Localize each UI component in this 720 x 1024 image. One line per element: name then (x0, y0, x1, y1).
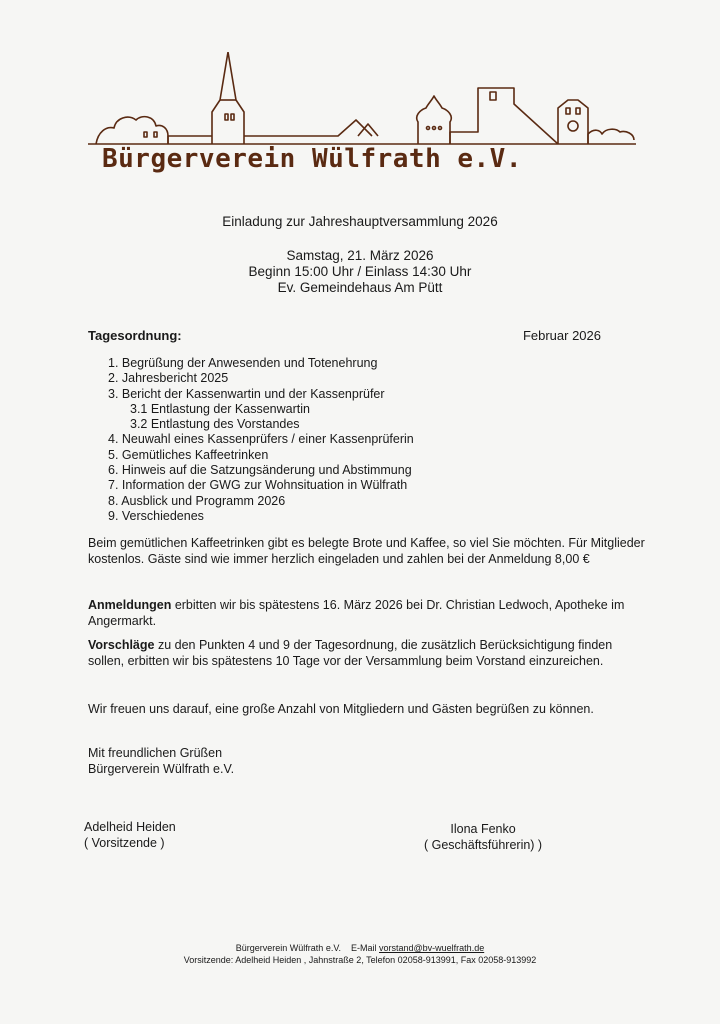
footer-line-2: Vorsitzende: Adelheid Heiden , Jahnstraße 2, Telefon 02058-913991, Fax 02058-913992 (183, 955, 537, 965)
agenda-item: 9. Verschiedenes (108, 508, 204, 523)
registration-text: erbitten wir bis spätestens 16. März 2026 bei Dr. Christian Ledwoch, Apotheke im Angermarkt. (88, 598, 625, 628)
signature-right (424, 822, 542, 853)
agenda-heading: Tagesordnung: (88, 328, 182, 343)
signature-left (84, 820, 176, 851)
event-time: Beginn 15:00 Uhr / Einlass 14:30 Uhr (248, 264, 472, 279)
signature-left-name: Adelheid Heiden (84, 820, 176, 834)
signature-left-role: ( Vorsitzende ) (84, 835, 165, 850)
agenda-subitem: 3.2 Entlastung des Vorstandes (130, 417, 300, 432)
invitation-title: Einladung zur Jahreshauptversammlung 2026 (222, 214, 498, 229)
agenda-list (108, 356, 414, 524)
agenda-item: 6. Hinweis auf die Satzungsänderung und Abstimmung (108, 463, 412, 478)
agenda-subitem: 3.1 Entlastung der Kassenwartin (130, 401, 310, 416)
agenda-item: 5. Gemütliches Kaffeetrinken (108, 447, 269, 462)
footer-org-email-label: Bürgerverein Wülfrath e.V. E-Mail (235, 943, 380, 953)
signature-right-role: ( Geschäftsführerin) ) (424, 837, 543, 852)
event-location: Ev. Gemeindehaus Am Pütt (277, 280, 443, 295)
agenda-item: 2. Jahresbericht 2025 (108, 371, 229, 386)
registration-paragraph (88, 598, 648, 629)
signature-right-name: Ilona Fenko (450, 822, 516, 836)
footer-line-1 (0, 942, 720, 954)
agenda-item: 4. Neuwahl eines Kassenprüfers / einer Kassenprüferin (108, 432, 414, 447)
organization-title: Bürgerverein Wülfrath e.V. (102, 144, 522, 174)
town-skyline-logo-icon (88, 52, 648, 152)
agenda-item: 3. Bericht der Kassenwartin und der Kassenprüfer (108, 386, 385, 401)
closing-org: Bürgerverein Wülfrath e.V. (88, 761, 235, 776)
closing-greeting: Mit freundlichen Grüßen (88, 746, 223, 760)
proposals-paragraph (88, 638, 648, 669)
agenda-item: 1. Begrüßung der Anwesenden und Totenehrung (108, 356, 378, 370)
event-date: Samstag, 21. März 2026 (286, 248, 434, 263)
agenda-item: 8. Ausblick und Programm 2026 (108, 493, 286, 508)
proposals-text: zu den Punkten 4 und 9 der Tagesordnung, die zusätzlich Berücksichtigung finden sollen, erbitten wir bis spätestens 10 Tage vor der Versammlung beim Vorstand einzureichen. (88, 638, 613, 668)
proposals-label: Vorschläge (88, 638, 155, 652)
footer-email-link[interactable]: vorstand@bv-wuelfrath.de (379, 943, 485, 953)
welcome-paragraph: Wir freuen uns darauf, eine große Anzahl von Mitgliedern und Gästen begrüßen zu können. (88, 702, 594, 716)
closing-block (88, 746, 234, 777)
registration-label: Anmeldungen (88, 598, 172, 612)
refreshments-paragraph: Beim gemütlichen Kaffeetrinken gibt es belegte Brote und Kaffee, so viel Sie möchten. Für Mitglieder kostenlos. Gäste sind wie immer herzlich eingeladen und zahlen bei der Anmeldung 8,00 € (88, 536, 645, 566)
document-date: Februar 2026 (522, 328, 601, 343)
agenda-item: 7. Information der GWG zur Wohnsituation in Wülfrath (108, 478, 408, 493)
